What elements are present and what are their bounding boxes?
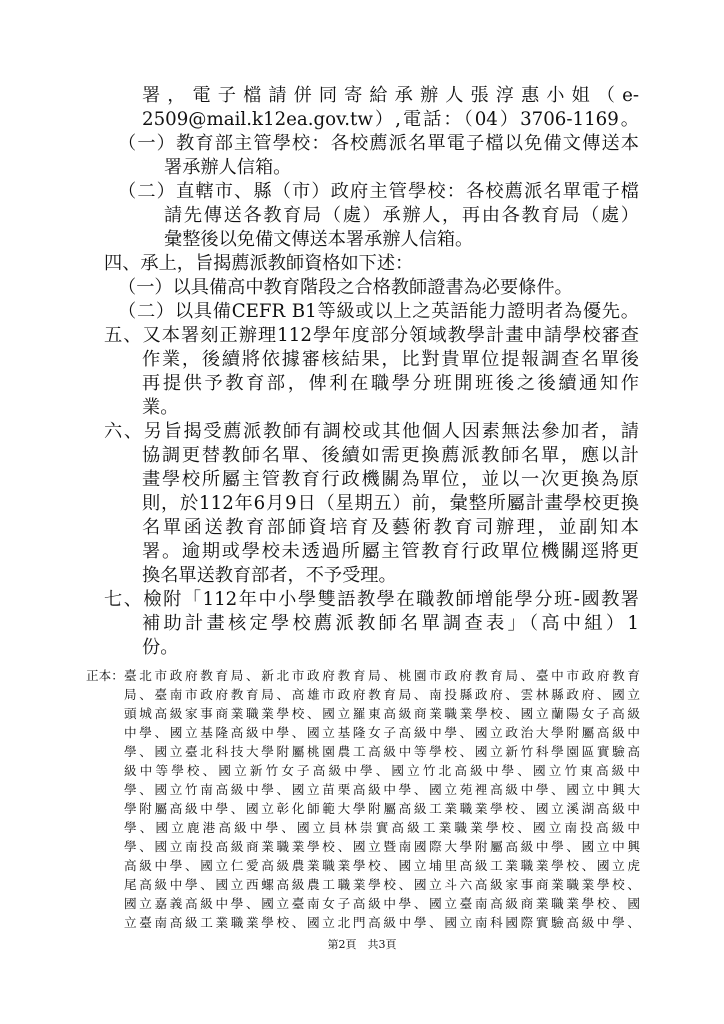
recipient-line: 學、國立南投高級商業職業學校、國立暨南國際大學附屬高級中學、國立中興 bbox=[124, 839, 640, 854]
recipient-line: 尾高級中學、國立西螺高級農工職業學校、國立斗六高級家事商業職業學校、 bbox=[124, 877, 640, 892]
body-line: 署。逾期或學校未透過所屬主管教育行政單位機關逕將更 bbox=[142, 541, 639, 562]
recipient-line: 學、國立臺北科技大學附屬桃園農工高級中等學校、國立新竹科學園區實驗高 bbox=[124, 744, 640, 759]
recipient-line: 學、國立竹南高級中學、國立苗栗高級中學、國立苑裡高級中學、國立中興大 bbox=[124, 782, 640, 797]
section-heading: 六、另旨揭受薦派教師有調校或其他個人因素無法參加者，請 bbox=[104, 421, 639, 442]
body-line: 則，於112年6月9日（星期五）前，彙整所屬計畫學校更換 bbox=[142, 493, 639, 514]
body-line: 協調更替教師名單、後續如需更換薦派教師名單，應以計 bbox=[142, 445, 639, 466]
body-line: 署承辦人信箱。 bbox=[164, 157, 292, 178]
recipient-line: 中學、國立基隆高級中學、國立基隆女子高級中學、國立政治大學附屬高級中 bbox=[124, 725, 640, 740]
recipient-line: 高級中學、國立仁愛高級農業職業學校、國立埔里高級工業職業學校、國立虎 bbox=[124, 858, 640, 873]
recipient-line: 級中等學校、國立新竹女子高級中學、國立竹北高級中學、國立竹東高級中 bbox=[124, 763, 640, 778]
section-heading: 四、承上，旨揭薦派教師資格如下述： bbox=[104, 253, 414, 274]
page-number-footer: 第2頁 共3頁 bbox=[327, 938, 397, 951]
recipient-line: 立臺南高級工業職業學校、國立北門高級中學、國立南科國際實驗高級中學、 bbox=[124, 915, 640, 930]
recipient-line: 國立嘉義高級中學、國立臺南女子高級中學、國立臺南高級商業職業學校、國 bbox=[124, 896, 640, 911]
body-line: （一）教育部主管學校：各校薦派名單電子檔以免備文傳送本 bbox=[118, 133, 639, 154]
body-line: 業。 bbox=[142, 397, 179, 418]
body-line: （二）以具備CEFR B1等級或以上之英語能力證明者為優先。 bbox=[118, 301, 639, 322]
recipient-line: 學、國立鹿港高級中學、國立員林崇實高級工業職業學校、國立南投高級中 bbox=[124, 820, 640, 835]
body-line: （一）以具備高中教育階段之合格教師證書為必要條件。 bbox=[118, 277, 573, 298]
body-line: 署，電子檔請併同寄給承辦人張淳惠小姐（e- bbox=[142, 85, 639, 106]
body-line: 換名單送教育部者，不予受理。 bbox=[142, 565, 397, 586]
recipient-line: 頭城高級家事商業職業學校、國立羅東高級商業職業學校、國立蘭陽女子高級 bbox=[124, 706, 640, 721]
body-line: 補助計畫核定學校薦派教師名單調查表」（高中組）1 bbox=[142, 613, 639, 634]
body-line: 名單函送教育部師資培育及藝術教育司辦理，並副知本 bbox=[142, 517, 639, 538]
recipient-line: 臺北市政府教育局、新北市政府教育局、桃園市政府教育局、臺中市政府教育 bbox=[124, 668, 640, 683]
body-line: （二）直轄市、縣（市）政府主管學校：各校薦派名單電子檔 bbox=[118, 181, 639, 202]
body-line: 畫學校所屬主管教育行政機關為單位，並以一次更換為原 bbox=[142, 469, 639, 490]
recipient-line: 學附屬高級中學、國立彰化師範大學附屬高級工業職業學校、國立溪湖高級中 bbox=[124, 801, 640, 816]
body-line: 份。 bbox=[142, 637, 179, 658]
body-line: 2509@mail.k12ea.gov.tw）,電話：（04）3706-1169。 bbox=[142, 109, 639, 130]
body-line: 請先傳送各教育局（處）承辦人，再由各教育局（處） bbox=[164, 205, 639, 226]
body-line: 彙整後以免備文傳送本署承辦人信箱。 bbox=[164, 229, 474, 250]
section-heading: 五、又本署刻正辦理112學年度部分領域教學計畫申請學校審查 bbox=[104, 325, 639, 346]
body-line: 作業，後續將依據審核結果，比對貴單位提報調查名單後 bbox=[142, 349, 639, 370]
section-heading: 七、檢附「112年中小學雙語教學在職教師增能學分班-國教署 bbox=[104, 589, 639, 610]
body-line: 再提供予教育部，俾利在職學分班開班後之後續通知作 bbox=[142, 373, 639, 394]
recipient-line: 局、臺南市政府教育局、高雄市政府教育局、南投縣政府、雲林縣政府、國立 bbox=[124, 687, 640, 702]
recipients-label: 正本： bbox=[86, 668, 124, 683]
